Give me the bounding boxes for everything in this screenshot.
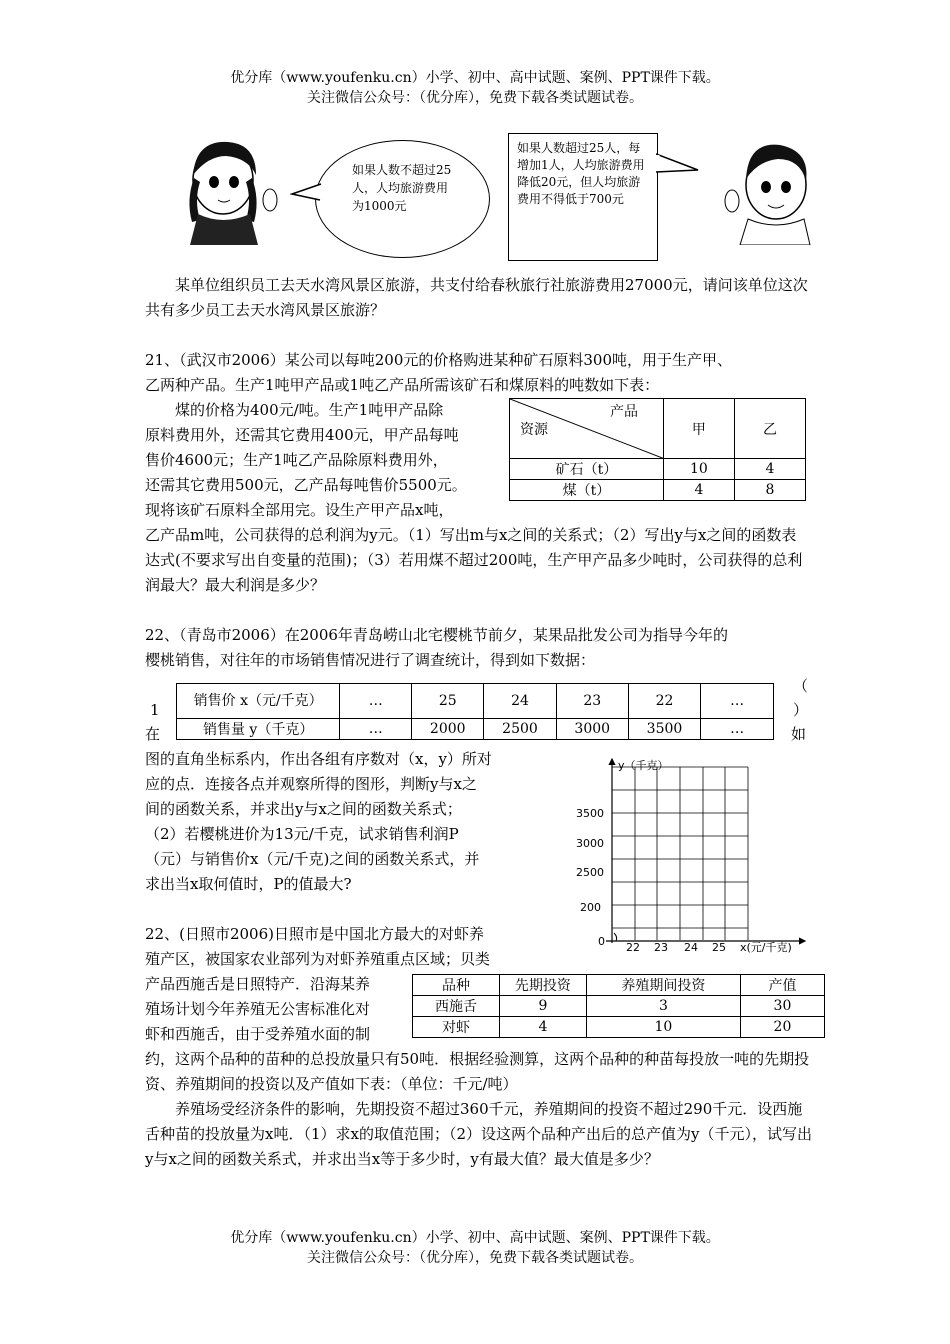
girl-illustration <box>178 130 288 245</box>
table-cell: 24 <box>484 684 556 719</box>
side-paren-left: （ <box>793 677 809 695</box>
x-axis-label: x(元/千克) <box>740 941 792 954</box>
right-speech-bubble: 如果人数超过25人，每增加1人，人均旅游费用降低20元，但人均旅游费用不得低于700元 <box>508 133 658 261</box>
col-header: 产值 <box>740 975 824 996</box>
q22b-para2: 养殖场受经济条件的影响，先期投资不超过360千元，养殖期间的投资不超过290千元．设西施舌种苗的投放量为x吨．（1）求x的取值范围；（2）设这两个品种产出后的总产值为y（千元），试写出y与x之间的函数关系式，并求出当x等于多少时，y有最大值？最大值是多少？ <box>145 1100 812 1168</box>
row-label: 销售价 x（元/千克） <box>177 684 340 719</box>
q22b-body-line: 22、(日照市2006)日照市是中国北方最大的对虾养 <box>145 925 484 943</box>
table-cell: 3000 <box>556 719 628 740</box>
x-tick: 24 <box>684 941 698 954</box>
side-paren-right: ） <box>793 701 809 719</box>
table-cell: 20 <box>740 1017 824 1038</box>
q21-body-line: 煤的价格为400元/吨。生产1吨甲产品除 <box>175 401 444 419</box>
coordinate-graph <box>570 755 820 955</box>
table-cell: 2000 <box>412 719 484 740</box>
table-cell: 10 <box>586 1017 740 1038</box>
row-label: 矿石（t） <box>510 459 664 480</box>
left-bubble-tail <box>290 180 322 204</box>
x-tick: 25 <box>712 941 726 954</box>
table-cell: 4 <box>663 480 734 501</box>
q22a-body-line: 求出当x取何值时，P的值最大? <box>145 875 352 893</box>
row-label: 对虾 <box>413 1017 500 1038</box>
header-line-2: 关注微信公众号：（优分库），免费下载各类试题试卷。 <box>307 90 643 106</box>
q22a-body-line: （2）若樱桃进价为13元/千克，试求销售利润P <box>145 825 459 843</box>
y-tick: 2500 <box>576 866 604 879</box>
q22a-body-line: 间的函数关系，并求出y与x之间的函数关系式； <box>145 800 462 818</box>
q21-line-1: 21、（武汉市2006）某公司以每吨200元的价格购进某种矿石原料300吨，用于生产甲、 <box>145 351 733 369</box>
footer-line-2: 关注微信公众号：（优分库），免费下载各类试题试卷。 <box>307 1250 643 1266</box>
q22b-investment-table <box>412 974 825 1038</box>
q22b-body-line: 殖产区，被国家农业部列为对虾养殖重点区域；贝类 <box>145 950 491 968</box>
diagonal-header-cell <box>510 399 664 459</box>
q22a-body <box>145 747 555 897</box>
table-cell: 4 <box>499 1017 586 1038</box>
table-cell: 25 <box>412 684 484 719</box>
col-header: 先期投资 <box>499 975 586 996</box>
q22b-body-line: 产品西施舌是日照特产．沿海某养 <box>145 975 371 993</box>
row-label: 销售量 y（千克） <box>177 719 340 740</box>
x-tick: 22 <box>626 941 640 954</box>
diag-bottom-label: 资源 <box>520 422 548 438</box>
graph-grid <box>612 767 748 940</box>
boy-illustration <box>718 135 818 245</box>
q22a-sales-table <box>176 683 774 740</box>
q22b-body-line: 虾和西施舌，由于受养殖水面的制 <box>145 1025 371 1043</box>
table-cell: … <box>701 684 774 719</box>
q22b-body-line: 殖场计划今年养殖无公害标准化对 <box>145 1000 371 1018</box>
table-cell: 23 <box>556 684 628 719</box>
origin-label: 0 <box>598 935 605 948</box>
table-cell: 30 <box>740 996 824 1017</box>
q21-line-2: 乙两种产品。生产1吨甲产品或1吨乙产品所需该矿石和煤原料的吨数如下表： <box>145 376 660 394</box>
table-cell: 2500 <box>484 719 556 740</box>
y-tick: 3500 <box>576 807 604 820</box>
q22a-line-2: 樱桃销售，对往年的市场销售情况进行了调查统计，得到如下数据： <box>145 651 596 669</box>
q21-tail: 乙产品m吨，公司获得的总利润为y元。（1）写出m与x之间的关系式；（2）写出y与x之间的函数表达式(不要求写出自变量的范围)；（3）若用煤不超过200吨，生产甲产品多少吨时，公司获得的总利润最大？最大利润是多少？ <box>145 526 803 594</box>
table-cell: 10 <box>663 459 734 480</box>
axis-break <box>614 933 617 941</box>
q22a-body-line: 图的直角坐标系内，作出各组有序数对（x，y）所对 <box>145 750 492 768</box>
left-speech-bubble: 如果人数不超过25人，人均旅游费用为1000元 <box>315 140 490 258</box>
q22b-tail: 约，这两个品种的苗种的总投放量只有50吨．根据经验测算，这两个品种的种苗每投放一吨的先期投资、养殖期间的投资以及产值如下表：（单位：千元/吨） <box>145 1050 810 1093</box>
q22a-body-line: 应的点．连接各点并观察所得的图形，判断y与x之 <box>145 775 477 793</box>
table-cell: 3 <box>586 996 740 1017</box>
col-header: 甲 <box>663 399 734 459</box>
table-cell: … <box>340 719 412 740</box>
table-cell: … <box>340 684 412 719</box>
right-bubble-tail <box>656 150 700 180</box>
table-cell: 9 <box>499 996 586 1017</box>
q21-body-line: 原料费用外，还需其它费用400元，甲产品每吨 <box>145 426 459 444</box>
col-header: 品种 <box>413 975 500 996</box>
row-label: 西施舌 <box>413 996 500 1017</box>
row-label: 煤（t） <box>510 480 664 501</box>
x-tick: 23 <box>654 941 668 954</box>
q21-body <box>145 398 505 523</box>
table-cell: 8 <box>734 480 805 501</box>
col-header: 养殖期间投资 <box>586 975 740 996</box>
q22a-line-1: 22、（青岛市2006）在2006年青岛崂山北宅樱桃节前夕，某果品批发公司为指导今年的 <box>145 626 728 644</box>
intro-question: 某单位组织员工去天水湾风景区旅游，共支付给春秋旅行社旅游费用27000元，请问该单位这次共有多少员工去天水湾风景区旅游？ <box>145 276 808 319</box>
diag-top-label: 产品 <box>610 404 638 420</box>
col-header: 乙 <box>734 399 805 459</box>
footer-line-1: 优分库（www.youfenku.cn）小学、初中、高中试题、案例、PPT课件下载。 <box>230 1230 720 1246</box>
side-char-zai: 在 <box>145 725 161 743</box>
table-cell: 22 <box>628 684 700 719</box>
y-tick: 200 <box>580 901 601 914</box>
q21-resource-table <box>509 398 806 501</box>
table-cell: … <box>701 719 774 740</box>
side-char-ru: 如 <box>791 725 807 743</box>
table-cell: 4 <box>734 459 805 480</box>
y-tick: 3000 <box>576 837 604 850</box>
y-axis-label: y（千克） <box>618 759 669 772</box>
q22a-body-line: （元）与销售价x（元/千克)之间的函数关系式，并 <box>145 850 480 868</box>
q21-body-line: 现将该矿石原料全部用完。设生产甲产品x吨， <box>145 501 454 519</box>
side-number: 1 <box>150 701 160 719</box>
q21-body-line: 售价4600元；生产1吨乙产品除原料费用外， <box>145 451 448 469</box>
table-cell: 3500 <box>628 719 700 740</box>
q21-body-line: 还需其它费用500元，乙产品每吨售价5500元。 <box>145 476 467 494</box>
header-line-1: 优分库（www.youfenku.cn）小学、初中、高中试题、案例、PPT课件下载。 <box>230 70 720 86</box>
